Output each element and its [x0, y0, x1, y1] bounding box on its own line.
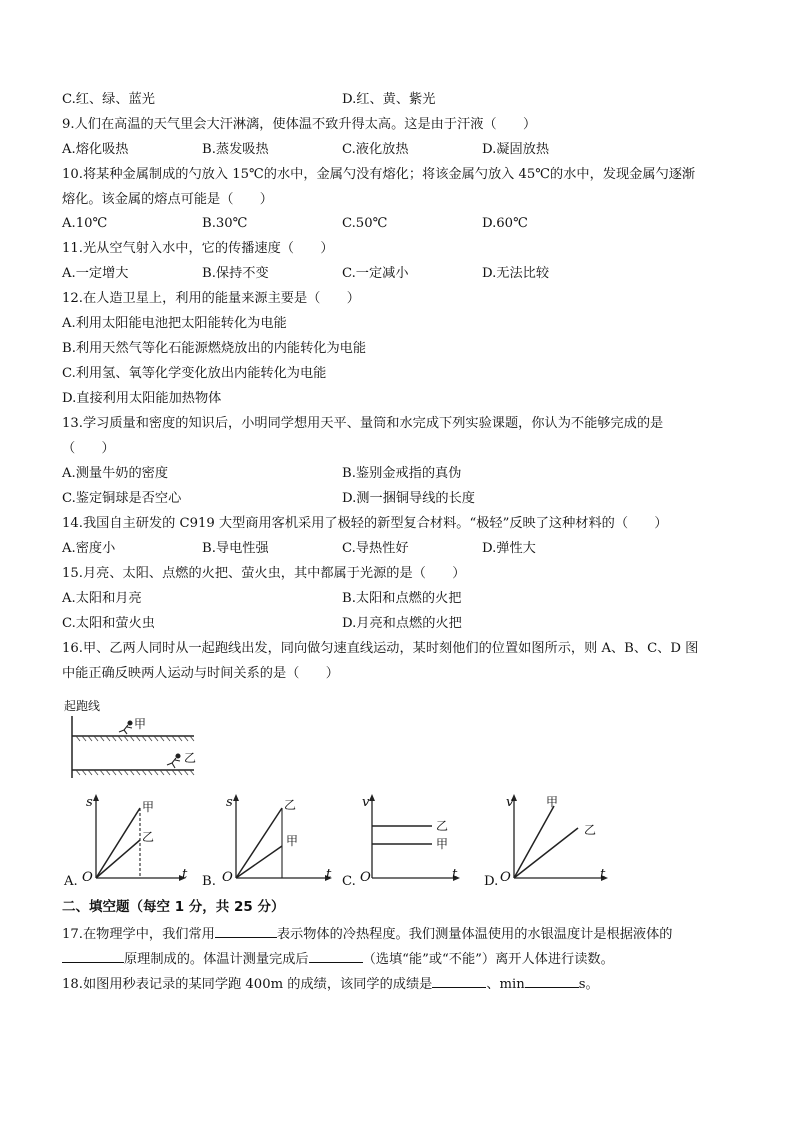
q13-option-b: B.鉴别金戒指的真伪 — [342, 466, 462, 481]
q11-option-a: A.一定增大 — [62, 266, 129, 281]
q9-stem: 9.人们在高温的天气里会大汗淋漓，使体温不致升得太高。这是由于汗液（ ） — [62, 117, 537, 132]
runner-yi-icon — [167, 754, 180, 768]
start-line-label: 起跑线 — [64, 699, 101, 713]
graph-b-top-label: 乙 — [284, 798, 297, 812]
q14-stem: 14.我国自主研发的 C919 大型商用客机采用了极轻的新型复合材料。“极轻”反映了这种材料的（ ） — [62, 516, 668, 531]
q13-option-c: C.鉴定铜球是否空心 — [62, 491, 182, 506]
q12-option-d: D.直接利用太阳能加热物体 — [62, 391, 222, 406]
q18-text-2: 、min — [486, 977, 525, 992]
q17-text-4: （选填“能”或“不能”）离开人体进行读数。 — [362, 952, 614, 967]
graph-b-origin: O — [222, 870, 233, 885]
q14-option-c: C.导热性好 — [342, 541, 409, 556]
q9-option-b: B.蒸发吸热 — [202, 142, 269, 157]
q18-blank-2[interactable] — [525, 973, 579, 988]
graph-a — [78, 792, 188, 884]
graph-c-origin: O — [360, 870, 371, 885]
q12-option-a: A.利用太阳能电池把太阳能转化为电能 — [62, 316, 287, 331]
q15-option-c: C.太阳和萤火虫 — [62, 616, 155, 631]
q17-line2 — [62, 948, 614, 969]
graph-d-xaxis: t — [600, 867, 606, 882]
track-figure — [64, 710, 200, 780]
graph-d-origin: O — [500, 870, 511, 885]
q10-stem-line1: 10.将某种金属制成的勺放入 15℃的水中，金属勺没有熔化；将该金属勺放入 45℃的水中，发现金属勺逐渐 — [62, 167, 696, 182]
q13-stem-line1: 13.学习质量和密度的知识后，小明同学想用天平、量筒和水完成下列实验课题，你认为不能够完成的是 — [62, 416, 664, 431]
q18-line — [62, 973, 599, 994]
q10-option-d: D.60℃ — [482, 216, 528, 231]
q13-option-a: A.测量牛奶的密度 — [62, 466, 169, 481]
q16-stem-line1: 16.甲、乙两人同时从一起跑线出发，同向做匀速直线运动，某时刻他们的位置如图所示，则 A、B、C、D 图 — [62, 641, 699, 656]
graph-a-origin: O — [82, 870, 93, 885]
graph-a-mid-label: 乙 — [142, 830, 155, 844]
graph-d-letter: D. — [484, 874, 499, 889]
section-2-title: 二、填空题（每空 1 分，共 25 分） — [62, 899, 285, 915]
graph-d-top-label: 甲 — [546, 795, 559, 809]
graph-b-letter: B. — [202, 874, 216, 889]
q18-text-3: s。 — [578, 977, 599, 992]
q16-stem-line2: 中能正确反映两人运动与时间关系的是（ ） — [62, 666, 339, 681]
q15-stem: 15.月亮、太阳、点燃的火把、萤火虫，其中都属于光源的是（ ） — [62, 566, 466, 581]
q11-option-c: C.一定减小 — [342, 266, 409, 281]
q17-blank-1[interactable] — [215, 923, 277, 938]
graph-b-xaxis: t — [326, 867, 332, 882]
runner-yi-label: 乙 — [184, 751, 197, 765]
q9-option-d: D.凝固放热 — [482, 142, 550, 157]
graph-a-top-label: 甲 — [142, 800, 155, 814]
runner-jia-label: 甲 — [134, 717, 147, 731]
q8-option-c: C.红、绿、蓝光 — [62, 92, 155, 107]
q18-text-1: 18.如图用秒表记录的某同学跑 400m 的成绩，该同学的成绩是 — [62, 977, 433, 992]
q15-option-d: D.月亮和点燃的火把 — [342, 616, 462, 631]
q10-stem-line2: 熔化。该金属的熔点可能是（ ） — [62, 192, 273, 207]
q12-stem: 12.在人造卫星上，利用的能量来源主要是（ ） — [62, 291, 360, 306]
q9-option-c: C.液化放热 — [342, 142, 409, 157]
q14-option-a: A.密度小 — [62, 541, 116, 556]
q8-option-d: D.红、黄、紫光 — [342, 92, 436, 107]
graph-c-letter: C. — [342, 874, 356, 889]
graph-c-yaxis: v — [362, 795, 370, 810]
graph-b-yaxis: s — [226, 795, 233, 810]
q17-text-3: 原理制成的。体温计测量完成后 — [124, 952, 309, 967]
q17-text-2: 表示物体的冷热程度。我们测量体温使用的水银温度计是根据液体的 — [276, 927, 673, 942]
graph-d-mid-label: 乙 — [584, 823, 597, 837]
q11-option-b: B.保持不变 — [202, 266, 269, 281]
q14-option-b: B.导电性强 — [202, 541, 269, 556]
q15-option-b: B.太阳和点燃的火把 — [342, 591, 462, 606]
graph-d-yaxis: v — [506, 795, 514, 810]
q17-line1 — [62, 923, 672, 944]
q10-option-a: A.10℃ — [62, 216, 108, 231]
q13-option-d: D.测一捆铜导线的长度 — [342, 491, 475, 506]
q12-option-c: C.利用氢、氧等化学变化放出内能转化为电能 — [62, 366, 327, 381]
graph-a-letter: A. — [64, 874, 78, 889]
q17-blank-2[interactable] — [62, 948, 124, 963]
q15-option-a: A.太阳和月亮 — [62, 591, 142, 606]
q18-blank-1[interactable] — [432, 973, 486, 988]
q11-stem: 11.光从空气射入水中，它的传播速度（ ） — [62, 241, 334, 256]
q13-stem-line2: （ ） — [62, 441, 115, 456]
graph-b — [218, 792, 334, 884]
q17-text-1: 17.在物理学中，我们常用 — [62, 927, 215, 942]
graph-b-mid-label: 甲 — [286, 834, 299, 848]
q17-blank-3[interactable] — [309, 948, 363, 963]
graph-c-xaxis: t — [452, 867, 458, 882]
q12-option-b: B.利用天然气等化石能源燃烧放出的内能转化为电能 — [62, 341, 367, 356]
q9-option-a: A.熔化吸热 — [62, 142, 129, 157]
runner-jia-icon — [119, 721, 132, 734]
graph-c-top-label: 乙 — [436, 819, 449, 833]
graph-c-mid-label: 甲 — [436, 837, 449, 851]
graph-a-yaxis: s — [86, 795, 93, 810]
q10-option-c: C.50℃ — [342, 216, 388, 231]
graph-a-xaxis: t — [182, 867, 188, 882]
q11-option-d: D.无法比较 — [482, 266, 550, 281]
q10-option-b: B.30℃ — [202, 216, 248, 231]
q14-option-d: D.弹性大 — [482, 541, 536, 556]
